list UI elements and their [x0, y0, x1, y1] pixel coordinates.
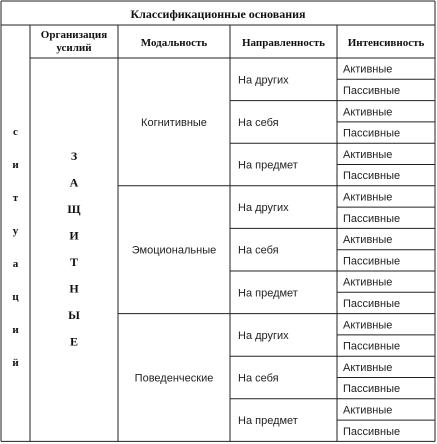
protective-letter: Н	[69, 281, 79, 296]
modality-label: Когнитивные	[141, 116, 207, 129]
intensity-label: Пассивные	[343, 84, 401, 97]
situation-letter: ц	[12, 291, 19, 303]
header-intensity: Интенсивность	[347, 37, 425, 49]
direction-label: На предмет	[238, 415, 298, 428]
intensity-label: Пассивные	[343, 127, 401, 140]
intensity-label: Активные	[343, 63, 393, 76]
intensity-label: Пассивные	[343, 255, 401, 268]
situation-letter: й	[12, 357, 19, 369]
protective-letter: Щ	[67, 202, 81, 216]
intensity-label: Активные	[343, 276, 393, 289]
intensity-label: Пассивные	[343, 340, 401, 353]
intensity-label: Активные	[343, 191, 393, 204]
protective-letter: З	[70, 149, 78, 163]
protective-letter: И	[69, 228, 79, 243]
header-modality: Модальность	[140, 37, 208, 49]
modality-label: Поведенческие	[134, 372, 214, 385]
direction-label: На себя	[238, 244, 279, 257]
header-organization-line1: Организация	[40, 29, 108, 41]
direction-label: На себя	[238, 116, 279, 129]
protective-letter: Т	[69, 255, 79, 269]
intensity-label: Активные	[343, 106, 393, 119]
direction-label: На других	[238, 202, 289, 215]
direction-label: На других	[238, 74, 289, 87]
header-organization-line2: усилий	[56, 42, 92, 54]
intensity-label: Пассивные	[343, 212, 401, 225]
modality-label: Эмоциональные	[131, 244, 217, 257]
direction-label: На предмет	[238, 159, 298, 172]
intensity-label: Пассивные	[343, 297, 401, 310]
intensity-label: Активные	[343, 404, 393, 417]
protective-letter: Е	[69, 334, 79, 349]
table-title: Классификационные основания	[130, 7, 306, 21]
protective-letter: А	[69, 175, 79, 190]
header-direction: Направленность	[242, 37, 325, 49]
intensity-label: Пассивные	[343, 425, 401, 438]
intensity-label: Активные	[343, 361, 393, 374]
intensity-label: Активные	[343, 148, 393, 161]
intensity-label: Активные	[343, 234, 393, 247]
situation-letter: а	[12, 258, 19, 270]
situation-letter: и	[12, 159, 19, 171]
situation-letter: у	[12, 225, 19, 237]
direction-label: На предмет	[238, 287, 298, 300]
situation-letter: с	[13, 126, 18, 138]
direction-label: На себя	[238, 372, 279, 385]
intensity-label: Пассивные	[343, 170, 401, 183]
intensity-label: Активные	[343, 319, 393, 332]
direction-label: На других	[238, 329, 289, 342]
protective-letter: Ы	[68, 308, 80, 322]
intensity-label: Пассивные	[343, 383, 401, 396]
situation-letter: т	[12, 192, 19, 204]
situation-letter: и	[12, 324, 19, 336]
